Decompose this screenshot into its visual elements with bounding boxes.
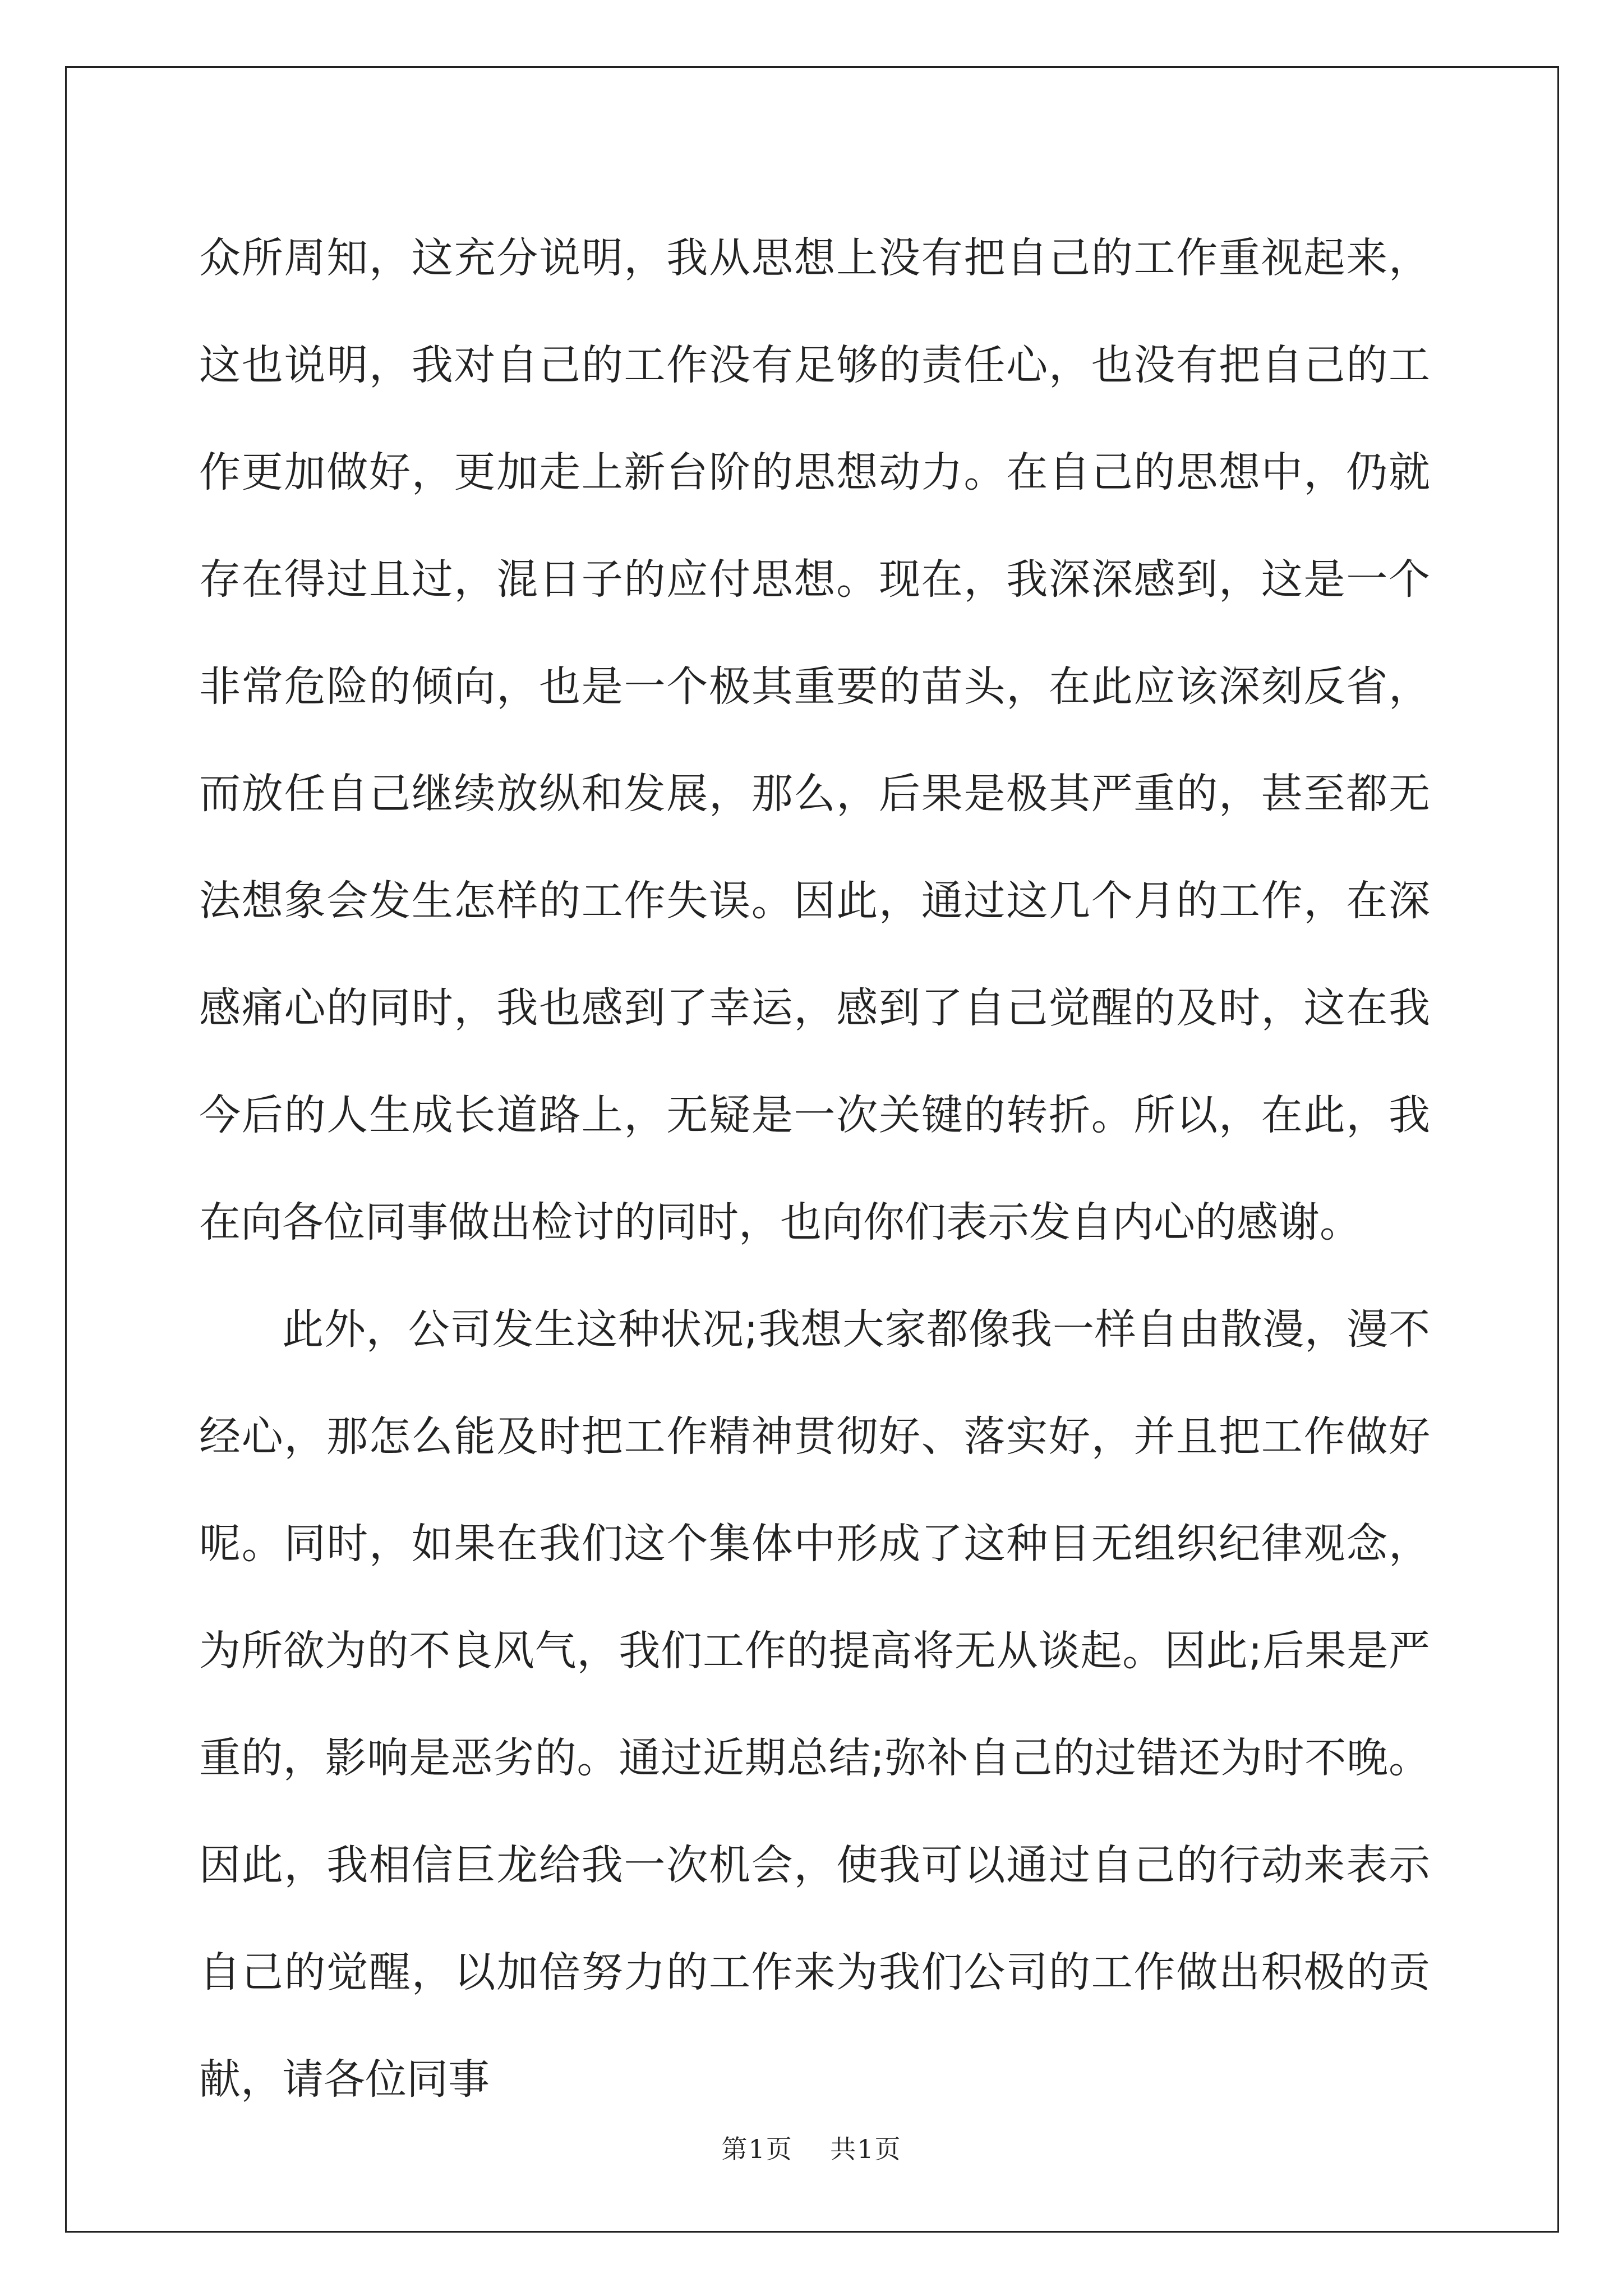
paragraph-1: 众所周知，这充分说明，我从思想上没有把自己的工作重视起来，这也说明，我对自己的工作没有足够的责任心，也没有把自己的工作更加做好，更加走上新台阶的思想动力。在自己的思想中，仍就存在得过且过，混日子的应付思想。现在，我深深感到，这是一个非常危险的倾向，也是一个极其重要的苗头，在此应该深刻反省，而放任自己继续放纵和发展，那么，后果是极其严重的，甚至都无法想象会发生怎样的工作失误。因此，通过这几个月的工作，在深感痛心的同时，我也感到了幸运，感到了自己觉醒的及时，这在我今后的人生成长道路上，无疑是一次关键的转折。所以，在此，我在向各位同事做出检讨的同时，也向你们表示发自内心的感谢。	[199, 234, 1430, 1246]
document-body	[199, 205, 1430, 2133]
paragraph-2: 此外，公司发生这种状况;我想大家都像我一样自由散漫，漫不经心，那怎么能及时把工作精神贯彻好、落实好，并且把工作做好呢。同时，如果在我们这个集体中形成了这种目无组织纪律观念，为所欲为的不良风气，我们工作的提高将无从谈起。因此;后果是严重的，影响是恶劣的。通过近期总结;弥补自己的过错还为时不晚。因此，我相信巨龙给我一次机会，使我可以通过自己的行动来表示自己的觉醒，以加倍努力的工作来为我们公司的工作做出积极的贡献，请各位同事	[199, 1305, 1430, 2104]
page-number-footer: 第1页 共1页	[721, 2134, 902, 2164]
